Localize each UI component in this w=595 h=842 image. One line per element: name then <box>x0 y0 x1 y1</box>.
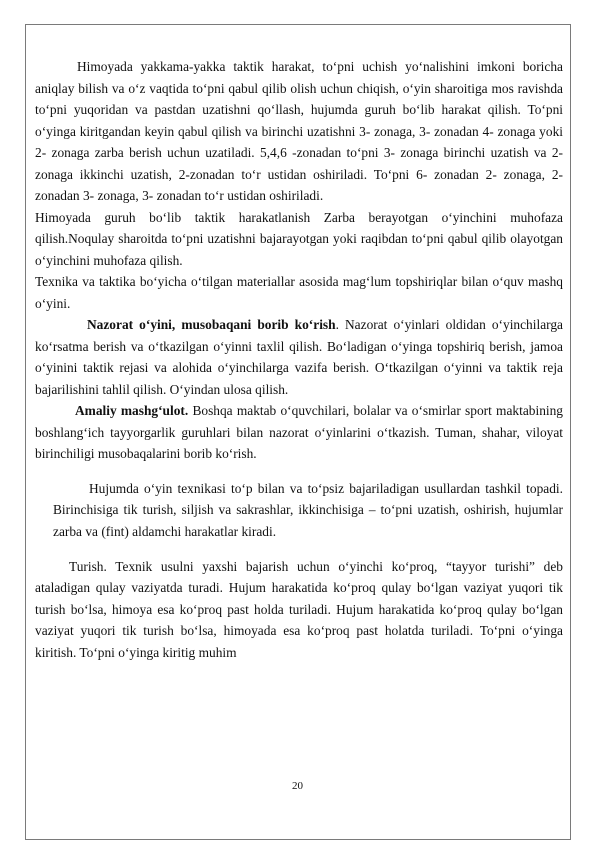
paragraph-attack-technique <box>53 478 563 543</box>
paragraph-text: Hujumda o‘yin texnikasi to‘p bilan va to‘psiz bajariladigan usullardan tashkil topadi. Birinchisiga tik turish, siljish va sakrashlar, ikkinchisiga – to‘pni uzatish, oshirish, hujumlar zarba va (fint) aldamchi harakatlar kiradi. <box>53 480 563 539</box>
paragraph-text: Himoyada guruh bo‘lib taktik harakatlanish Zarba berayotgan o‘yinchini muhofaza qilish.Noqulay sharoitda to‘pni uzatishni bajarayotgan yoki raqibdan to‘pni qabul qilib olayotgan o‘yinchini muhofaza qilish. <box>35 209 563 268</box>
paragraph-defense-tactics <box>35 56 563 207</box>
page-number: 20 <box>292 780 303 792</box>
paragraph-control-game <box>35 314 563 400</box>
paragraph-text: Turish. Texnik usulni yaxshi bajarish uchun o‘yinchi ko‘proq, “tayyor turishi” deb ataladigan qulay vaziyatda turadi. Hujum harakatida ko‘proq qulay bo‘lgan vaziyat yuqori tik turish bo‘lsa, himoya esa ko‘proq past holda turiladi. Hujum harakatida ko‘proq qulay bo‘lgan vaziyat yuqori tik turish bo‘lsa, himoyada esa ko‘proq past holatda turiladi. To‘pni o‘yinga kiritish. To‘pni o‘yinga kiritig muhim <box>35 558 563 660</box>
section-heading: Amaliy mashg‘ulot. <box>75 403 189 418</box>
paragraph-text: . Nazorat o‘yinlari oldidan o‘yinchilarga ko‘rsatma berish va o‘tkazilgan o‘yinni taxlil qilish. Bo‘ladigan o‘yinga topshiriq berish, jamoa o‘yinini taktik rejasi va alohida o‘yinchilarga vazifa berish. O‘tkazilgan o‘yinni va taktik reja bajarilishini tahlil qilish. O‘yindan ulosa qilish. <box>35 317 563 397</box>
paragraph-stance <box>35 556 563 664</box>
paragraph-group-defense <box>35 207 563 272</box>
section-heading: Nazorat o‘yini, musobaqani borib ko‘rish <box>87 317 336 332</box>
paragraph-text: Texnika va taktika bo‘yicha o‘tilgan materiallar asosida mag‘lum topshiriqlar bilan o‘quv mashq o‘yini. <box>35 274 563 311</box>
paragraph-practical-lesson <box>35 400 563 465</box>
paragraph-text: Himoyada yakkama-yakka taktik harakat, to‘pni uchish yo‘nalishini imkoni boricha aniqlay bilish va o‘z vaqtida to‘pni qabul qilib olish uchun chiqish, o‘yin sharoitiga mos ravishda to‘pni yuqoridan va pastdan uzatishni qo‘llash, hujumda guruh bo‘lib harakat qilish. To‘pni o‘yinga kiritgandan keyin qabul qilish va birinchi uzatishni 3- zonaga, 3- zonadan 4- zonaga yoki 2- zonaga zarba berish uchun uzatiladi. 5,4,6 -zonadan to‘pni 3- zonaga birinchi uzatish va 2- zonaga ikkinchi uzatish, 2-zonadan to‘r ustidan oshiriladi. To‘pni 6- zonadan 2- zonaga, 2- zonadan 3- zonaga, 3- zonadan to‘r ustidan oshiriladi. <box>35 59 563 203</box>
paragraph-training-game <box>35 271 563 314</box>
document-body <box>35 56 563 663</box>
paragraph-text: Boshqa maktab o‘quvchilari, bolalar va o‘smirlar sport maktabining boshlang‘ich tayyorgarlik guruhlari bilan nazorat o‘yinlarini o‘tkazish. Tuman, shahar, viloyat birinchiligi musobaqalarini borib ko‘rish. <box>35 403 563 461</box>
